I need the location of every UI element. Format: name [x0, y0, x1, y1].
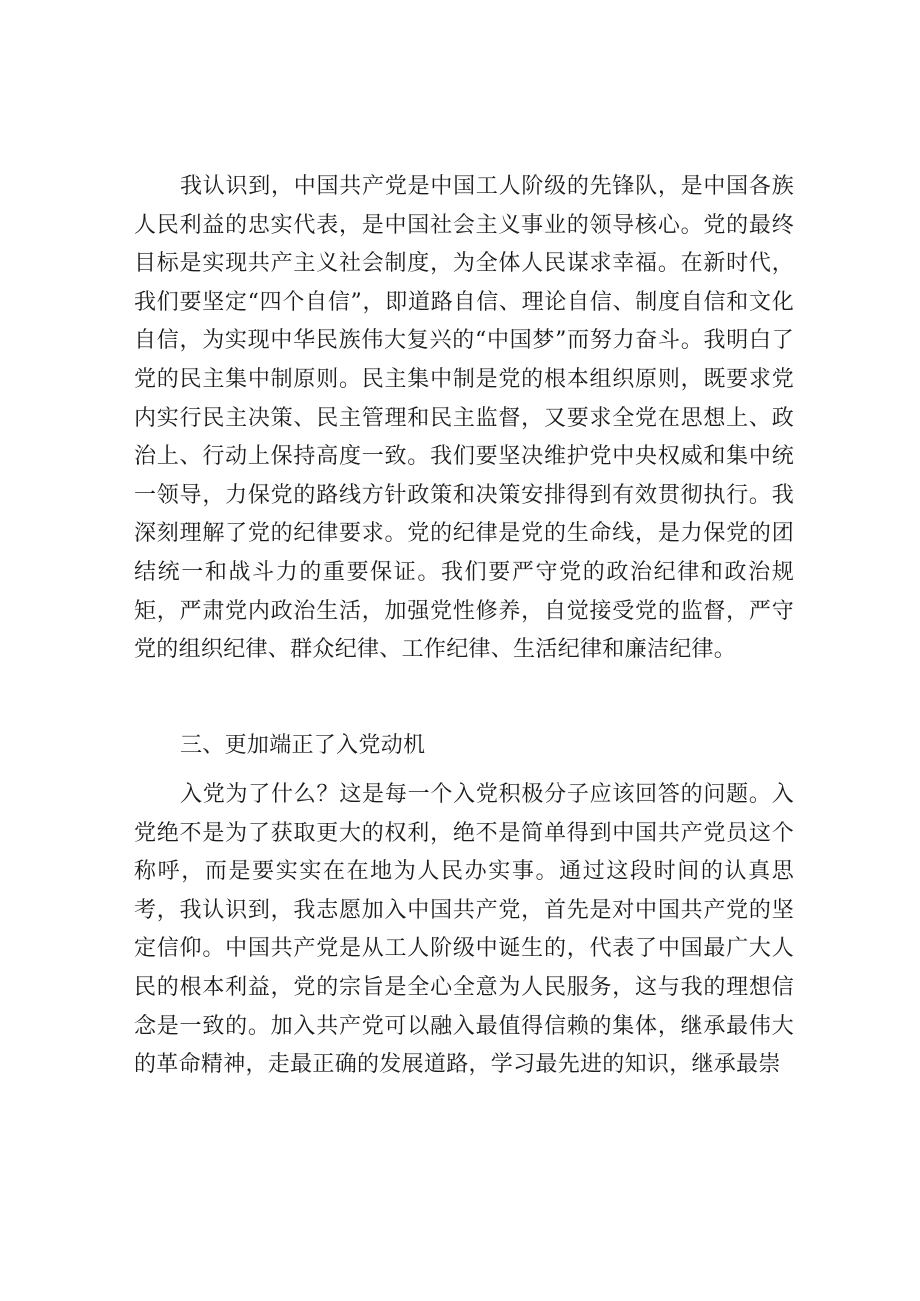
section-heading: 三、更加端正了入党动机: [180, 733, 426, 758]
body-paragraph-2: 入党为了什么？这是每一个入党积极分子应该回答的问题。入党绝不是为了获取更大的权利，绝不是简单得到中国共产党员这个称呼，而是要实实在在地为人民办实事。通过这段时间的认真思考，我认识到，我志愿加入中国共产党，首先是对中国共产党的坚定信仰。中国共产党是从工人阶级中诞生的，代表了中国最广大人民的根本利益，党的宗旨是全心全意为人民服务，这与我的理想信念是一致的。加入共产党可以融入最值得信赖的集体，继承最伟大的革命精神，走最正确的发展道路，学习最先进的知识，继承最崇: [134, 782, 794, 1078]
section-heading-block: [134, 727, 794, 766]
body-paragraph-1: 我认识到，中国共产党是中国工人阶级的先锋队，是中国各族人民利益的忠实代表，是中国社会主义事业的领导核心。党的最终目标是实现共产主义社会制度，为全体人民谋求幸福。在新时代，我们要坚定“四个自信”，即道路自信、理论自信、制度自信和文化自信，为实现中华民族伟大复兴的“中国梦”而努力奋斗。我明白了党的民主集中制原则。民主集中制是党的根本组织原则，既要求党内实行民主决策、民主管理和民主监督，又要求全党在思想上、政治上、行动上保持高度一致。我们要坚决维护党中央权威和集中统一领导，力保党的路线方针政策和决策安排得到有效贯彻执行。我深刻理解了党的纪律要求。党的纪律是党的生命线，是力保党的团结统一和战斗力的重要保证。我们要严守党的政治纪律和政治规矩，严肃党内政治生活，加强党性修养，自觉接受党的监督，严守党的组织纪律、群众纪律、工作纪律、生活纪律和廉洁纪律。: [134, 174, 794, 663]
body-paragraph-1-block: [134, 168, 794, 670]
body-paragraph-2-block: [134, 776, 794, 1085]
